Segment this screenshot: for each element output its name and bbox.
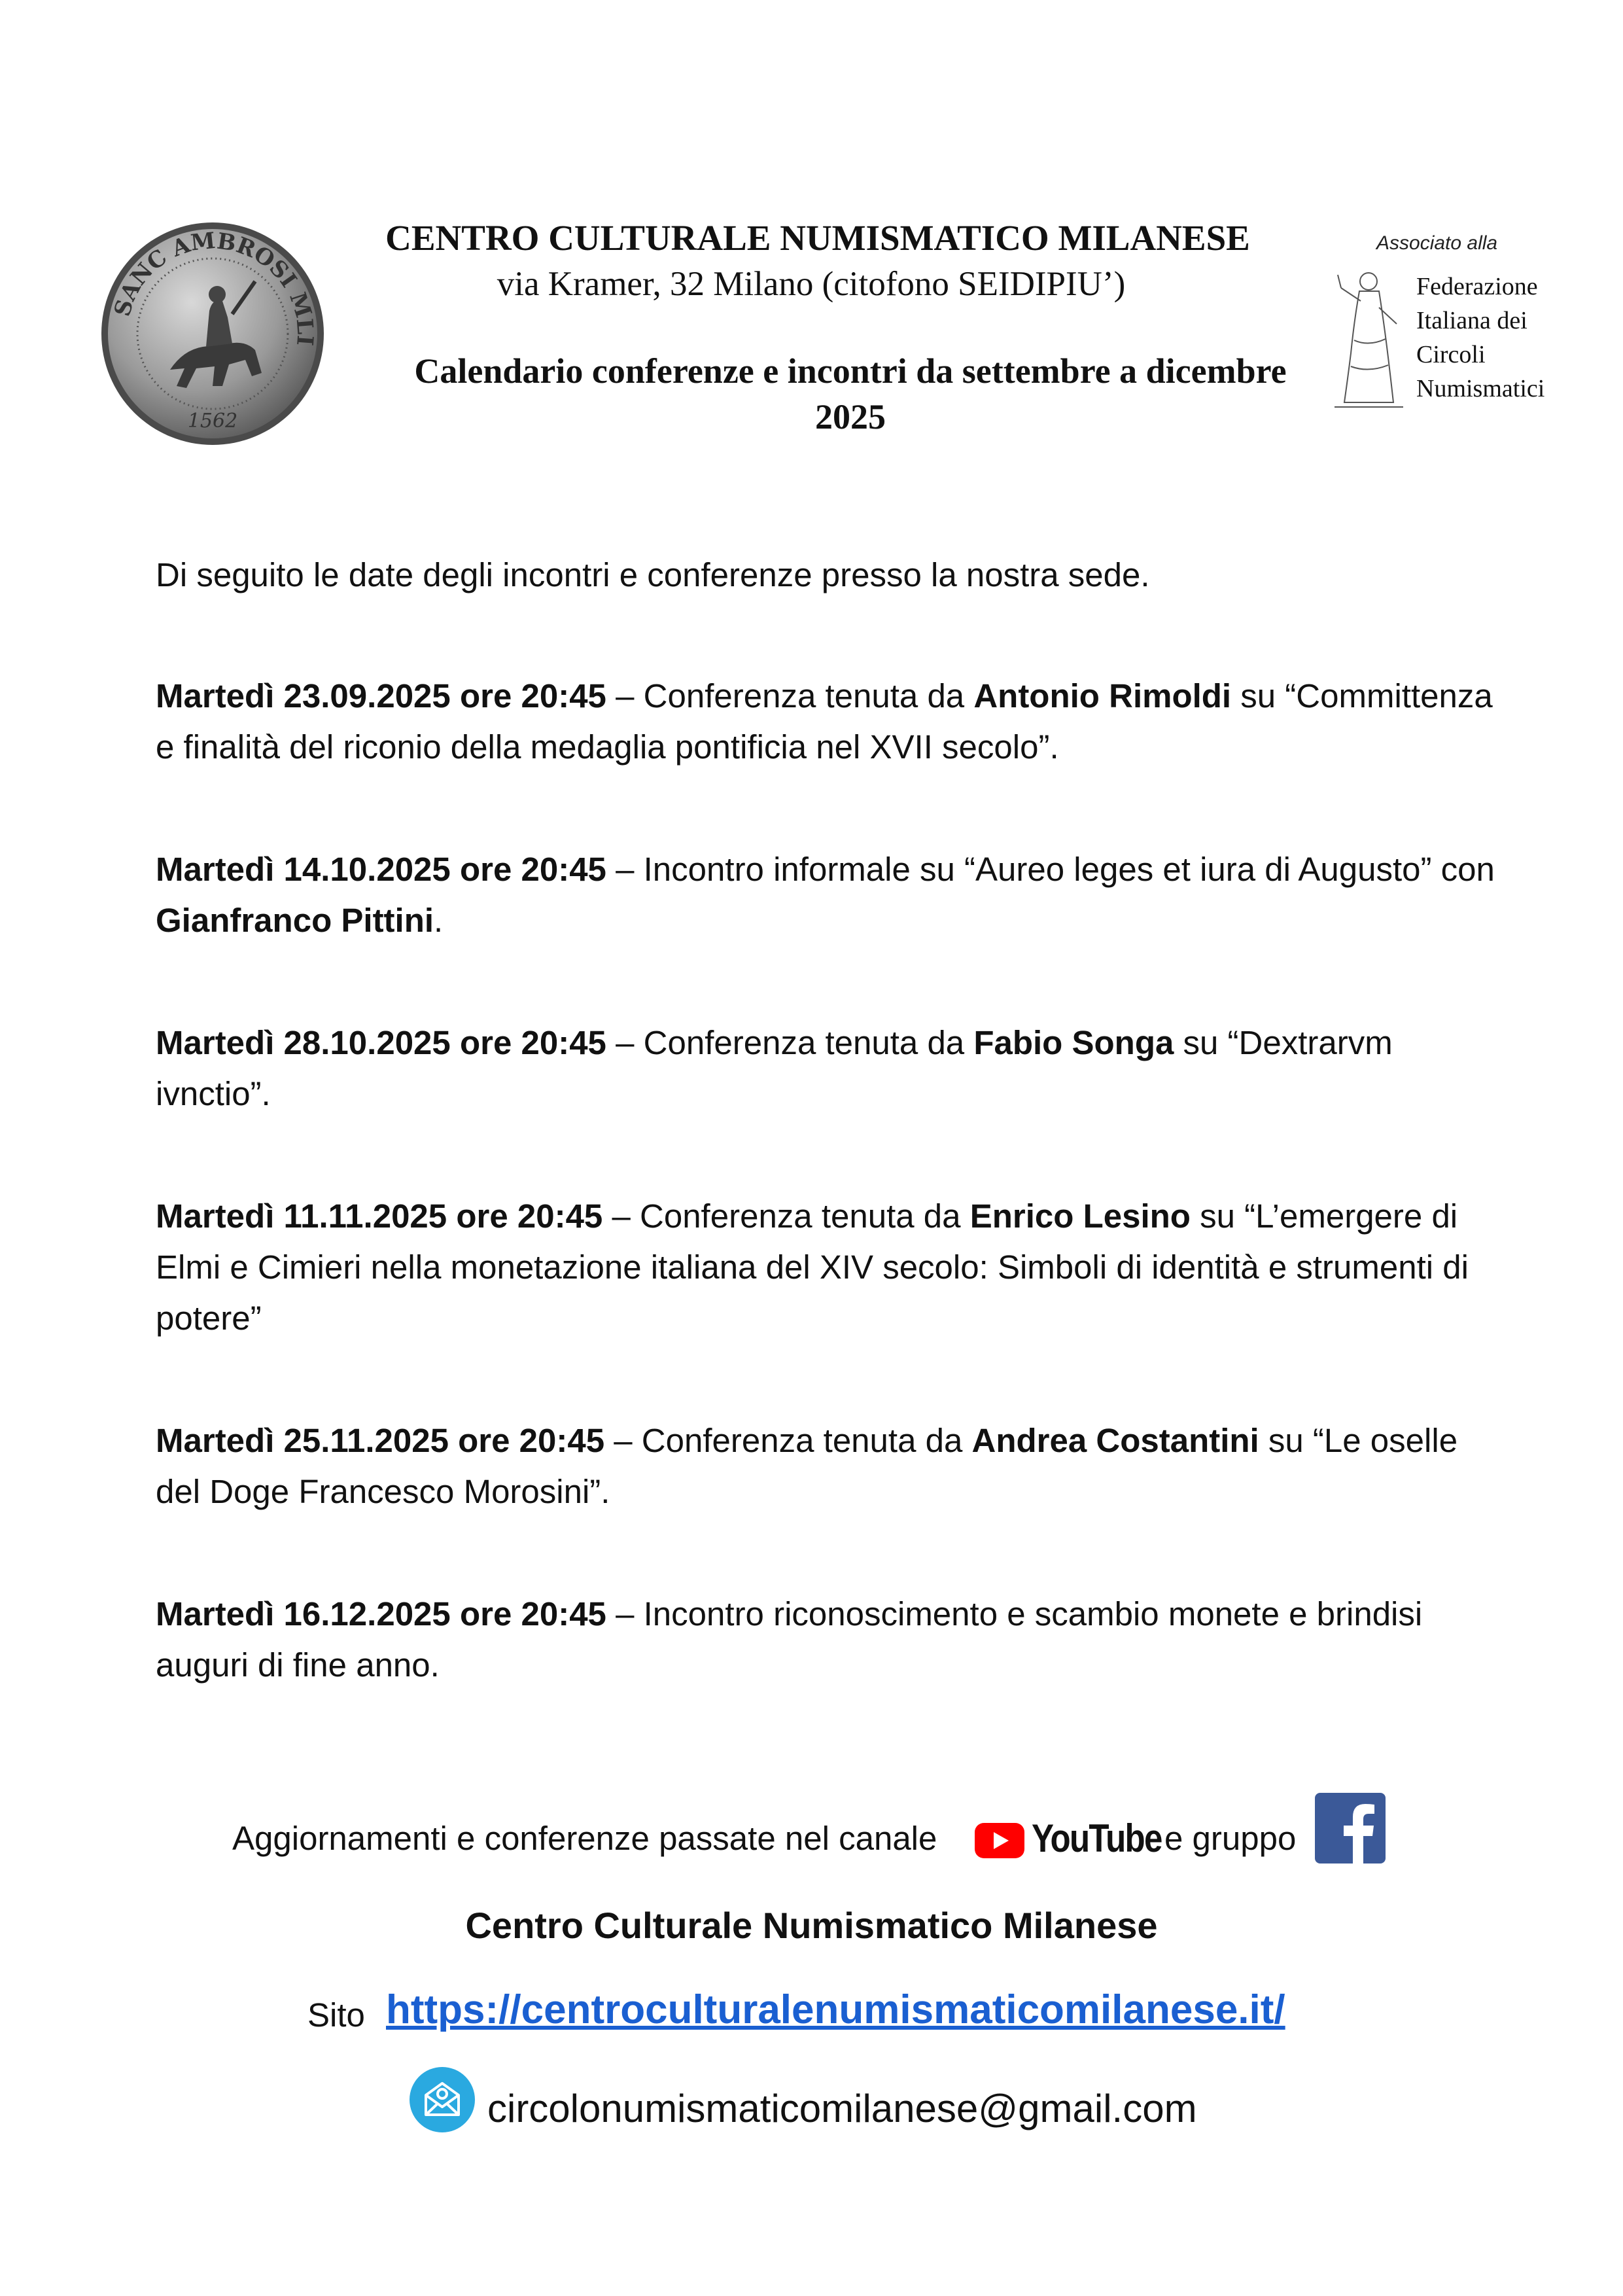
calendar-heading: Calendario conferenze e incontri da settembre a dicembre	[414, 351, 1287, 391]
association-line: Circoli	[1416, 341, 1486, 368]
group-text: e gruppo	[1164, 1820, 1297, 1857]
event-speaker: Enrico Lesino	[969, 1197, 1191, 1235]
updates-text: Aggiornamenti e conferenze passate nel canale	[232, 1820, 937, 1857]
event-date: Martedì 25.11.2025 ore 20:45	[156, 1422, 605, 1459]
address: via Kramer, 32 Milano (citofono SEIDIPIU’)	[497, 265, 1126, 303]
event-text: .	[434, 902, 444, 939]
event-speaker: Andrea Costantini	[971, 1422, 1259, 1459]
event-date: Martedì 23.09.2025 ore 20:45	[156, 677, 606, 715]
event-date: Martedì 11.11.2025 ore 20:45	[156, 1197, 603, 1235]
event-text: – Incontro riconoscimento e scambio monete e brindisi auguri di fine anno.	[156, 1595, 1423, 1684]
organization-name: Centro Culturale Numismatico Milanese	[465, 1905, 1158, 1946]
event-item	[156, 1191, 1503, 1344]
event-text: – Conferenza tenuta da	[606, 1024, 974, 1061]
event-text: su “Le oselle del Doge Francesco Morosini”.	[156, 1422, 1458, 1510]
event-text: su “L’emergere di Elmi e Cimieri nella monetazione italiana del XIV secolo: Simboli di identità e strumenti di potere”	[156, 1197, 1469, 1337]
event-item	[156, 1415, 1503, 1517]
coin-year: 1562	[187, 410, 238, 433]
youtube-link[interactable]: YouTube	[1032, 1816, 1162, 1860]
event-item	[156, 1589, 1503, 1691]
event-text: su “Committenza e finalità del riconio della medaglia pontificia nel XVII secolo”.	[156, 677, 1493, 766]
event-speaker: Antonio Rimoldi	[973, 677, 1232, 715]
association-line: Italiana dei	[1416, 307, 1527, 334]
statue-image	[1328, 262, 1413, 412]
event-speaker: Gianfranco Pittini	[156, 902, 434, 939]
main-content	[156, 551, 1503, 1762]
event-speaker: Fabio Songa	[973, 1024, 1174, 1061]
event-date: Martedì 16.12.2025 ore 20:45	[156, 1595, 606, 1633]
event-date: Martedì 28.10.2025 ore 20:45	[156, 1024, 606, 1061]
event-text: – Incontro informale su “Aureo leges et iura di Augusto” con	[606, 851, 1495, 888]
association-line: Numismatici	[1416, 375, 1545, 402]
calendar-heading-year: 2025	[815, 397, 886, 436]
coin-inscription: SANC AMBROSI MLI	[109, 227, 319, 347]
page-title: CENTRO CULTURALE NUMISMATICO MILANESE	[385, 218, 1250, 258]
event-item	[156, 844, 1503, 946]
event-text: – Conferenza tenuta da	[602, 1197, 970, 1235]
association-label: Associato alla	[1376, 232, 1498, 254]
event-date: Martedì 14.10.2025 ore 20:45	[156, 851, 606, 888]
website-link[interactable]: https://centroculturalenumismaticomilanese.it/	[386, 1987, 1285, 2032]
intro-text: Di seguito le date degli incontri e conferenze presso la nostra sede.	[156, 556, 1150, 593]
event-text: – Conferenza tenuta da	[606, 677, 974, 715]
association-line: Federazione	[1416, 273, 1538, 300]
facebook-icon[interactable]	[1315, 1793, 1386, 1863]
email-address[interactable]: circolonumismaticomilanese@gmail.com	[487, 2087, 1197, 2130]
event-text: – Conferenza tenuta da	[604, 1422, 972, 1459]
site-label: Sito	[307, 1996, 365, 2034]
event-item	[156, 671, 1503, 773]
youtube-icon[interactable]	[975, 1823, 1024, 1858]
event-text: su “Dextrarvm ivnctio”.	[156, 1024, 1393, 1112]
association-name	[1416, 270, 1544, 406]
mail-icon	[409, 2066, 476, 2133]
event-item	[156, 1017, 1503, 1120]
